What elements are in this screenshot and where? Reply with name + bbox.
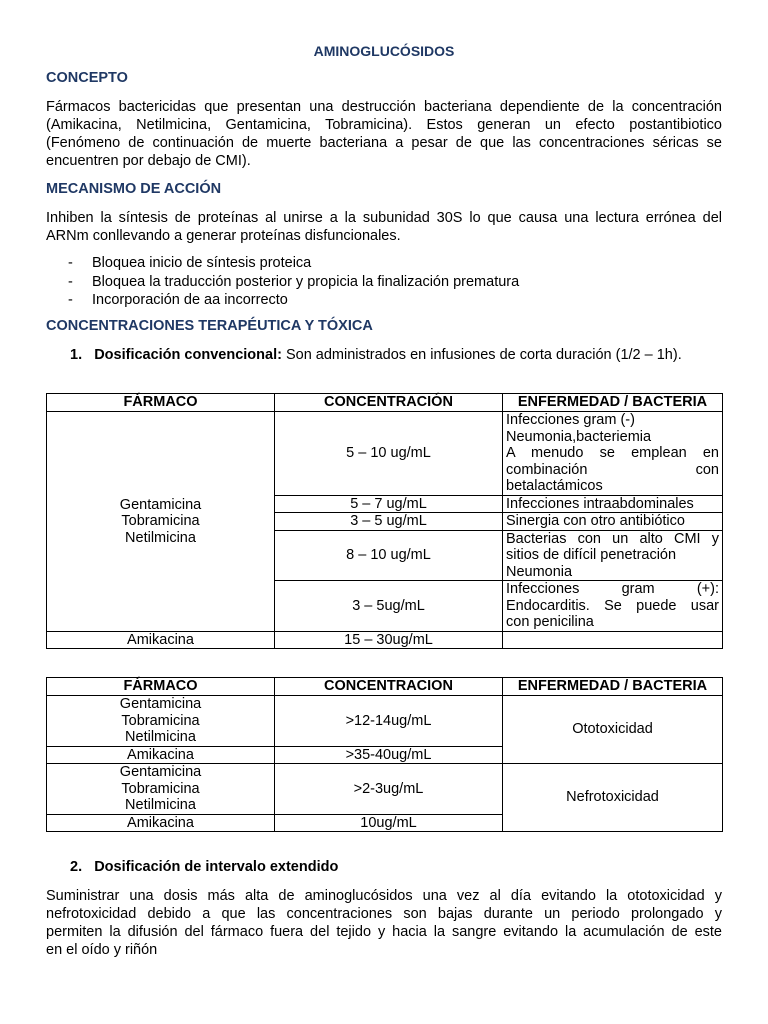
text-line: encuentren por debajo de CMI). xyxy=(46,153,251,169)
column-header: CONCENTRACIÓN xyxy=(275,394,503,412)
column-header: CONCENTRACION xyxy=(275,678,503,696)
table-header-row xyxy=(47,394,723,412)
text-line: en el oído y riñón xyxy=(46,942,158,958)
concentration-cell: 15 – 30ug/mL xyxy=(275,631,503,649)
text-line: (Amikacina, Netilmicina, Gentamicina, Tobramicina). Estos generan un efecto postantibiotico xyxy=(46,117,722,133)
disease-cell: Infecciones gram (+): Endocarditis. Se puede usar con penicilina xyxy=(503,581,723,632)
concentration-cell: 5 – 10 ug/mL xyxy=(275,412,503,496)
table-header-row xyxy=(47,678,723,696)
text-line: Suministrar una dosis más alta de aminoglucósidos una vez al día evitando la ototoxicidad y xyxy=(46,888,722,904)
concentration-cell: >35-40ug/mL xyxy=(275,746,503,764)
drug-cell: Amikacina xyxy=(47,814,275,832)
disease-cell: Infecciones gram (-) Neumonia,bacteriemia A menudo se emplean en combinación con betalactámicos xyxy=(503,412,723,496)
concentration-cell: 8 – 10 ug/mL xyxy=(275,530,503,581)
table-row xyxy=(47,412,723,496)
list-item: - Incorporación de aa incorrecto xyxy=(68,292,288,308)
concentration-cell: 3 – 5ug/mL xyxy=(275,581,503,632)
paragraph-extendido xyxy=(46,887,722,959)
concentration-cell: 10ug/mL xyxy=(275,814,503,832)
text-line: (Fenómeno de continuación de muerte bacteriana a pesar de que las concentraciones séricas se xyxy=(46,135,722,151)
drug-cell: Amikacina xyxy=(47,631,275,649)
column-header: FÁRMACO xyxy=(47,394,275,412)
list-item: - Bloquea inicio de síntesis proteica xyxy=(68,255,312,271)
heading-concepto: CONCEPTO xyxy=(46,70,128,86)
paragraph-mecanismo xyxy=(46,209,722,245)
disease-cell xyxy=(503,631,723,649)
text-line: permiten la difusión del fármaco fuera del tejido y hacia la sangre evitando la acumulación de este xyxy=(46,924,722,940)
disease-cell: Infecciones intraabdominales xyxy=(503,495,723,513)
table-row xyxy=(47,631,723,649)
drug-group-cell: Gentamicina Tobramicina Netilmicina xyxy=(47,412,275,632)
document-title: AMINOGLUCÓSIDOS xyxy=(313,43,455,59)
drug-cell: Amikacina xyxy=(47,746,275,764)
concentration-cell: 3 – 5 ug/mL xyxy=(275,513,503,531)
column-header: ENFERMEDAD / BACTERIA xyxy=(503,394,723,412)
text-line: Fármacos bactericidas que presentan una destrucción bacteriana dependiente de la concentración xyxy=(46,99,722,115)
toxic-table xyxy=(46,677,723,832)
text-line: ARNm conllevando a generar proteínas disfuncionales. xyxy=(46,228,401,244)
therapeutic-table xyxy=(46,393,723,649)
table-row xyxy=(47,764,723,815)
disease-cell: Sinergia con otro antibiótico xyxy=(503,513,723,531)
mechanism-list xyxy=(46,254,519,310)
concentration-cell: 5 – 7 ug/mL xyxy=(275,495,503,513)
concentration-cell: >2-3ug/mL xyxy=(275,764,503,815)
disease-cell: Bacterias con un alto CMI y sitios de difícil penetración Neumonia xyxy=(503,530,723,581)
column-header: ENFERMEDAD / BACTERIA xyxy=(503,678,723,696)
effect-cell: Ototoxicidad xyxy=(503,696,723,764)
drug-group-cell: Gentamicina Tobramicina Netilmicina xyxy=(47,696,275,747)
numbered-item-1: 1. Dosificación convencional: Son administrados en infusiones de corta duración (1/2 – 1h). xyxy=(70,347,682,363)
concentration-cell: >12-14ug/mL xyxy=(275,696,503,747)
text-line: nefrotoxicidad debido a que las concentraciones son bajas durante un periodo prolongado y xyxy=(46,906,722,922)
list-item: - Bloquea la traducción posterior y propicia la finalización prematura xyxy=(68,273,520,290)
effect-cell: Nefrotoxicidad xyxy=(503,764,723,832)
paragraph-concepto xyxy=(46,98,722,170)
heading-mecanismo: MECANISMO DE ACCIÓN xyxy=(46,181,222,197)
heading-concentraciones: CONCENTRACIONES TERAPÉUTICA Y TÓXICA xyxy=(46,318,373,334)
drug-group-cell: Gentamicina Tobramicina Netilmicina xyxy=(47,764,275,815)
numbered-item-2: 2. Dosificación de intervalo extendido xyxy=(70,859,339,875)
text-line: Inhiben la síntesis de proteínas al unirse a la subunidad 30S lo que causa una lectura errónea del xyxy=(46,210,722,226)
column-header: FÁRMACO xyxy=(47,678,275,696)
table-row xyxy=(47,696,723,747)
